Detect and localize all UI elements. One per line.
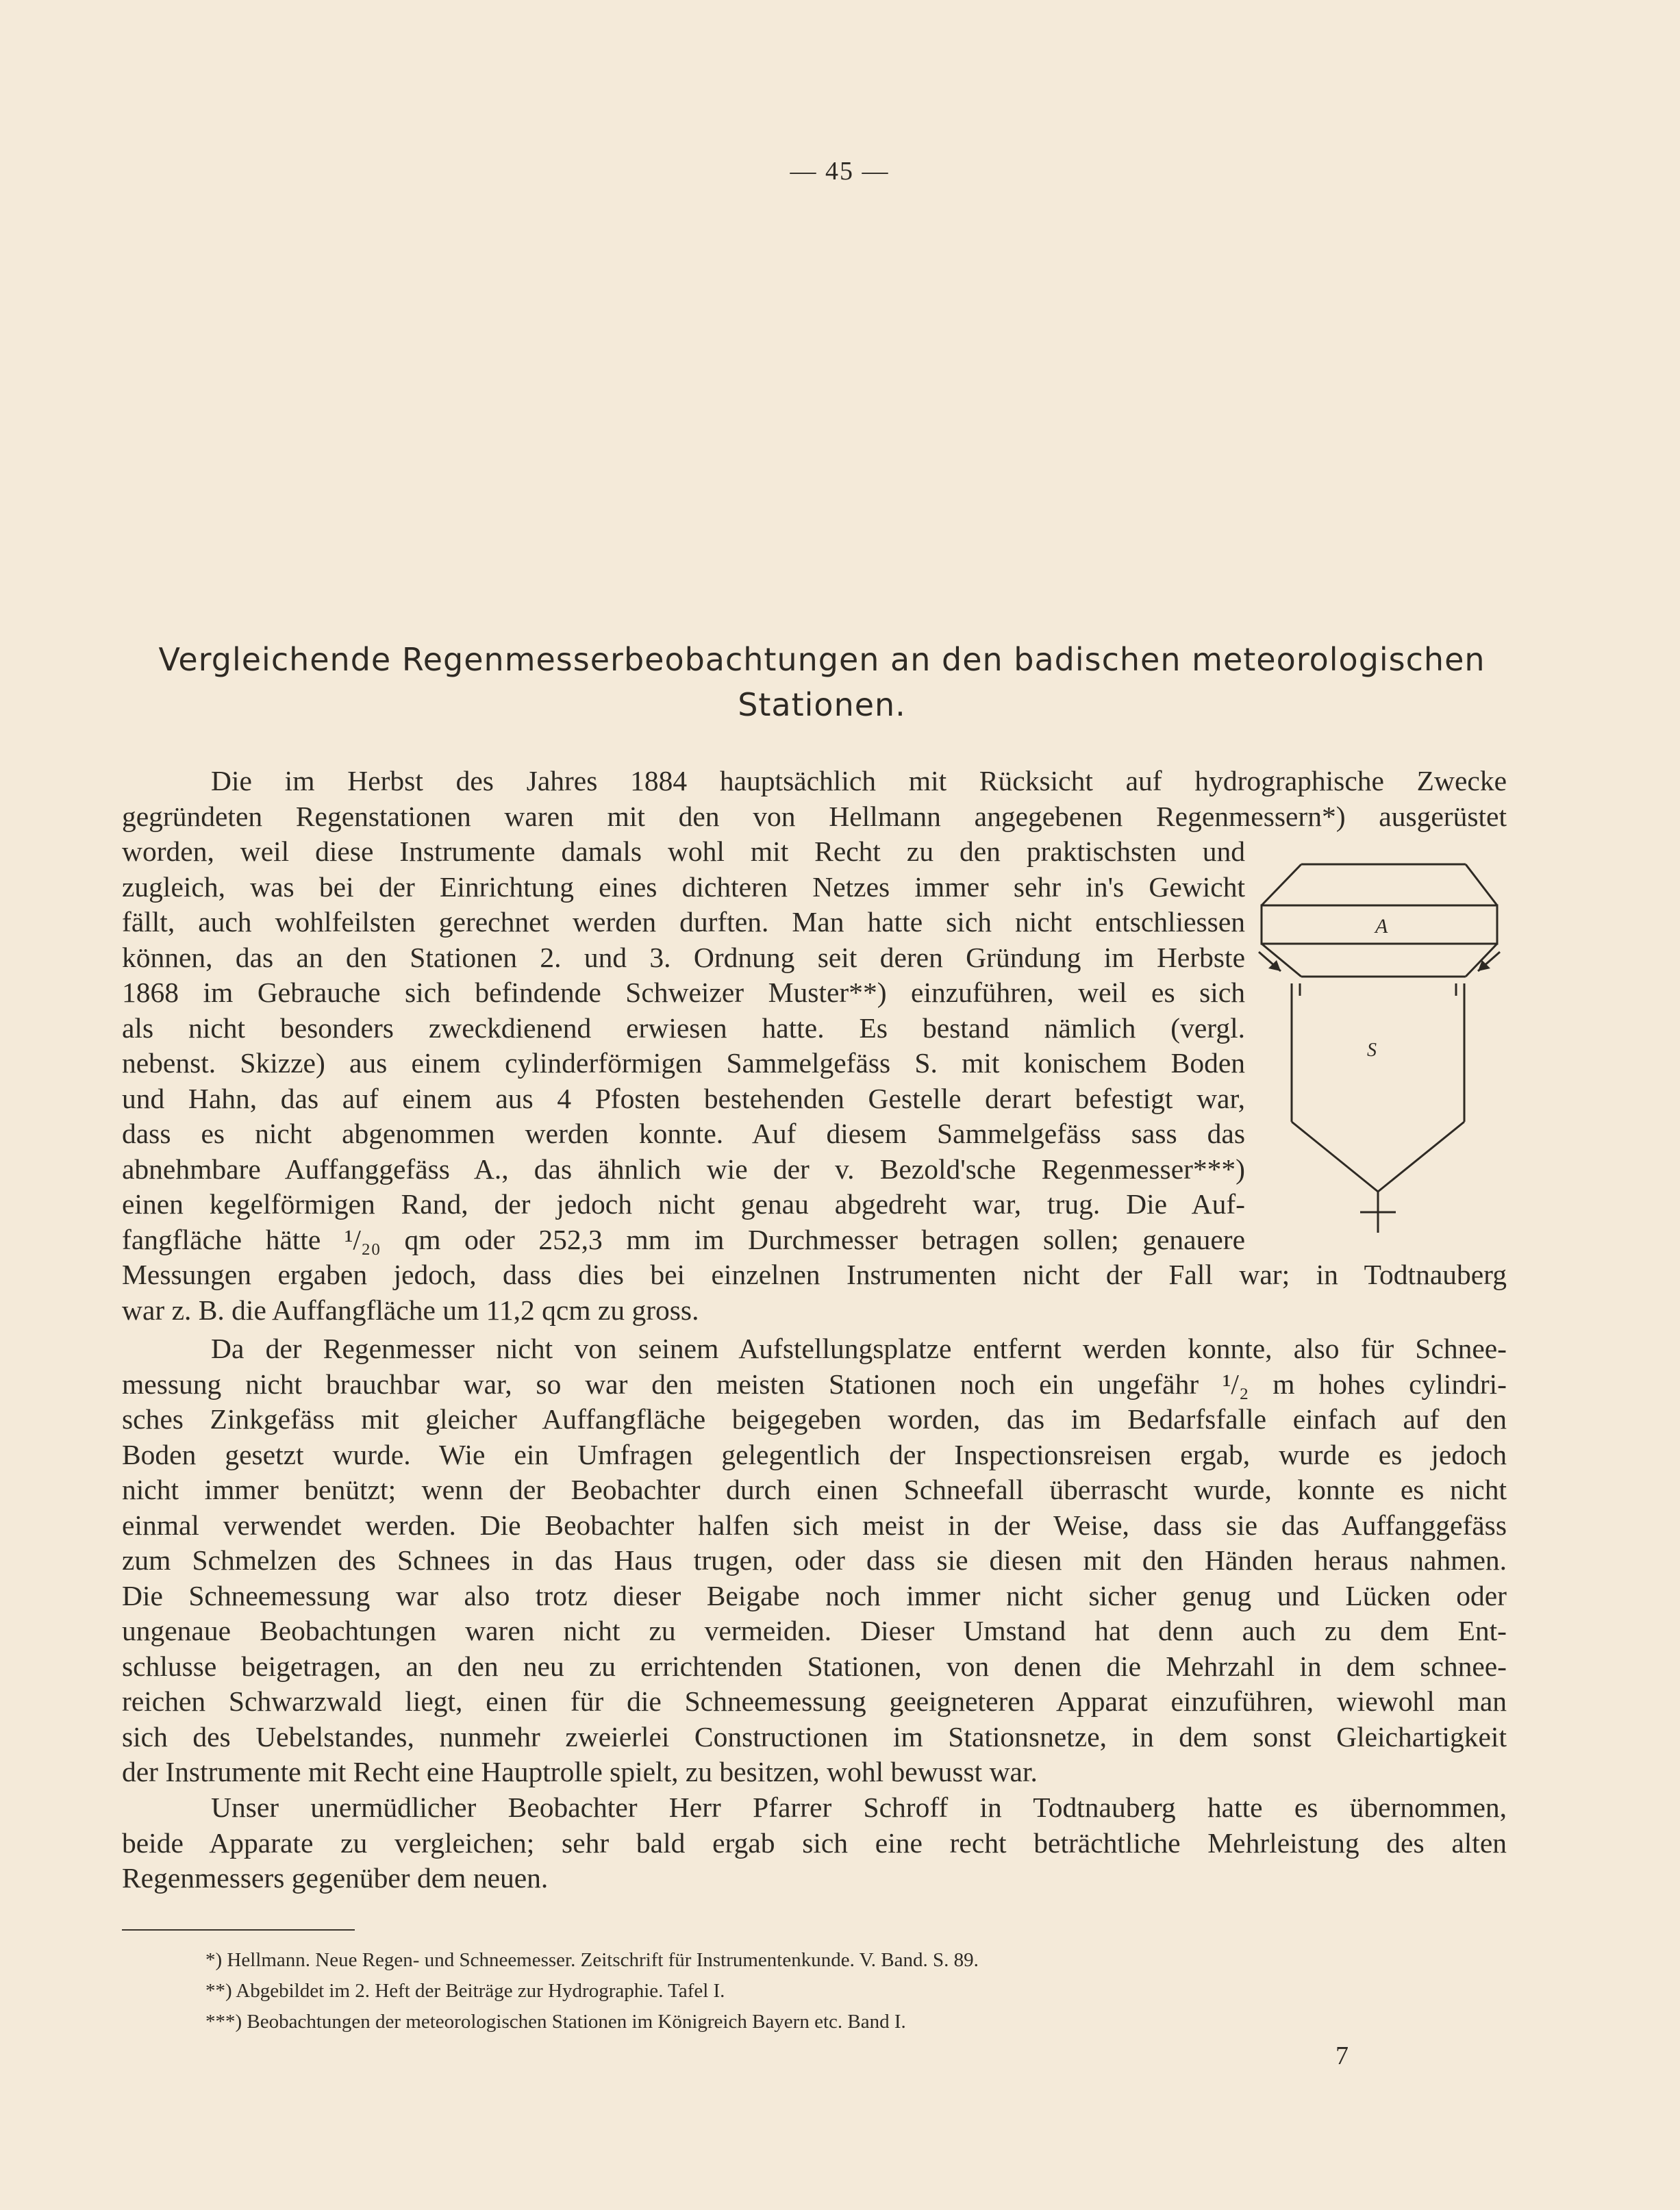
text-line: Regenmessers gegenüber dem neuen. [122,1862,549,1894]
text-line: Die Schneemessung war also trotz dieser Beigabe noch immer nicht sicher genug und Lücken oder [122,1579,1507,1611]
rain-gauge-sketch [1246,849,1520,1246]
text-line: zum Schmelzen des Schnees in das Haus trugen, oder dass sie diesen mit den Händen heraus nahmen. [122,1544,1507,1576]
text-line: der Instrumente mit Recht eine Hauptrolle spielt, zu besitzen, wohl bewusst war. [122,1756,1038,1787]
paragraph-3 [122,1790,1507,1896]
text-line: können, das an den Stationen 2. und 3. Ordnung seit deren Gründung im Herbste [122,941,1245,973]
text-line: gegründeten Regenstationen waren mit den von Hellmann angegebenen Regenmessern*) ausgerüstet [122,800,1507,832]
footnote-divider [122,1929,355,1931]
rim-left-slope [1262,864,1301,905]
text-line: Die im Herbst des Jahres 1884 hauptsächlich mit Rücksicht auf hydrographische Zwecke [211,765,1507,796]
text-line: Da der Regenmesser nicht von seinem Aufstellungsplatze entfernt werden konnte, also für Schnee- [211,1333,1507,1364]
article-title [137,637,1507,727]
text-line: ungenaue Beobachtungen waren nicht zu vermeiden. Dieser Umstand hat denn auch zu dem Ent- [122,1615,1507,1646]
text-line: und Hahn, das auf einem aus 4 Pfosten bestehenden Gestelle derart befestigt war, [122,1082,1245,1114]
text-line: 1868 im Gebrauche sich befindende Schweizer Muster**) einzuführen, weil es sich [122,977,1245,1008]
text-line: worden, weil diese Instrumente damals wohl mit Recht zu den praktischsten und [122,836,1245,867]
text-line: nicht immer benützt; wenn der Beobachter durch einen Schneefall überrascht wurde, konnte es nicht [122,1474,1507,1505]
text-line: nebenst. Skizze) aus einem cylinderförmigen Sammelgefäss S. mit konischem Boden [122,1047,1245,1079]
footnote-3: ***) Beobachtungen der meteorologischen Stationen im Königreich Bayern etc. Band I. [205,2011,906,2033]
label-s: S [1367,1040,1377,1061]
rim-right-slope [1466,864,1497,905]
text-line: zugleich, was bei der Einrichtung eines dichteren Netzes immer sehr in's Gewicht [122,870,1245,903]
cone-left [1292,1122,1378,1192]
page-number: — 45 — [790,157,890,186]
text-line: Boden gesetzt wurde. Wie ein Umfragen gelegentlich der Inspectionsreisen ergab, wurde es jedoch [122,1438,1507,1470]
signature-mark: 7 [1336,2042,1349,2070]
footnote-2: **) Abgebildet im 2. Heft der Beiträge zur Hydrographie. Tafel I. [205,1980,725,2002]
text-line: war z. B. die Auffangfläche um 11,2 qcm zu gross. [122,1294,699,1326]
text-line: sich des Uebelstandes, nunmehr zweierlei Constructionen im Stationsnetze, in dem sonst Gleichartigkeit [122,1720,1507,1753]
label-a: A [1375,915,1388,938]
text-line: fällt, auch wohlfeilsten gerechnet werden durften. Man hatte sich nicht entschliessen [122,906,1245,938]
text-line: reichen Schwarzwald liegt, einen für die Schneemessung geeigneteren Apparat einzuführen, wiewohl man [122,1685,1507,1717]
text-line: fangfläche hätte ¹/₂₀ qm oder 252,3 mm im Durchmesser betragen sollen; genauere [122,1223,1245,1255]
text-line: sches Zinkgefäss mit gleicher Auffangfläche beigegeben worden, das im Bedarfsfalle einfach auf den [122,1403,1507,1435]
text-line: abnehmbare Auffanggefäss A., das ähnlich wie der v. Bezold'sche Regenmesser***) [122,1153,1245,1185]
text-line: schlusse beigetragen, an den neu zu errichtenden Stationen, von denen die Mehrzahl in dem schnee- [122,1650,1507,1682]
text-line: einen kegelförmigen Rand, der jedoch nicht genau abgedreht war, trug. Die Auf- [122,1188,1245,1220]
cone-right [1378,1122,1464,1192]
footnotes [205,1945,1438,2037]
text-line: Messungen ergaben jedoch, dass dies bei einzelnen Instrumenten nicht der Fall war; in Todtnauberg [122,1259,1507,1290]
paragraph-2 [122,1331,1507,1790]
lower-rim-right [1466,944,1497,977]
title-line-1: Vergleichende Regenmesserbeobachtungen an den badischen meteorologischen [158,641,1485,678]
text-line: als nicht besonders zweckdienend erwiesen hatte. Es bestand nämlich (vergl. [122,1012,1245,1044]
text-line: dass es nicht abgenommen werden konnte. Auf diesem Sammelgefäss sass das [122,1118,1245,1149]
text-line: messung nicht brauchbar war, so war den meisten Stationen noch ein ungefähr ¹/₂ m hohes cylindri- [122,1368,1507,1400]
text-line: Unser unermüdlicher Beobachter Herr Pfarrer Schroff in Todtnauberg hatte es übernommen, [211,1792,1507,1823]
footnote-1: *) Hellmann. Neue Regen- und Schneemesser. Zeitschrift für Instrumentenkunde. V. Band. S. 89. [205,1949,979,1971]
text-line: beide Apparate zu vergleichen; sehr bald ergab sich eine recht beträchtliche Mehrleistung des alten [122,1826,1507,1859]
title-line-2: Stationen. [738,686,906,723]
text-line: einmal verwendet werden. Die Beobachter halfen sich meist in der Weise, dass sie das Auffanggefäss [122,1509,1507,1541]
